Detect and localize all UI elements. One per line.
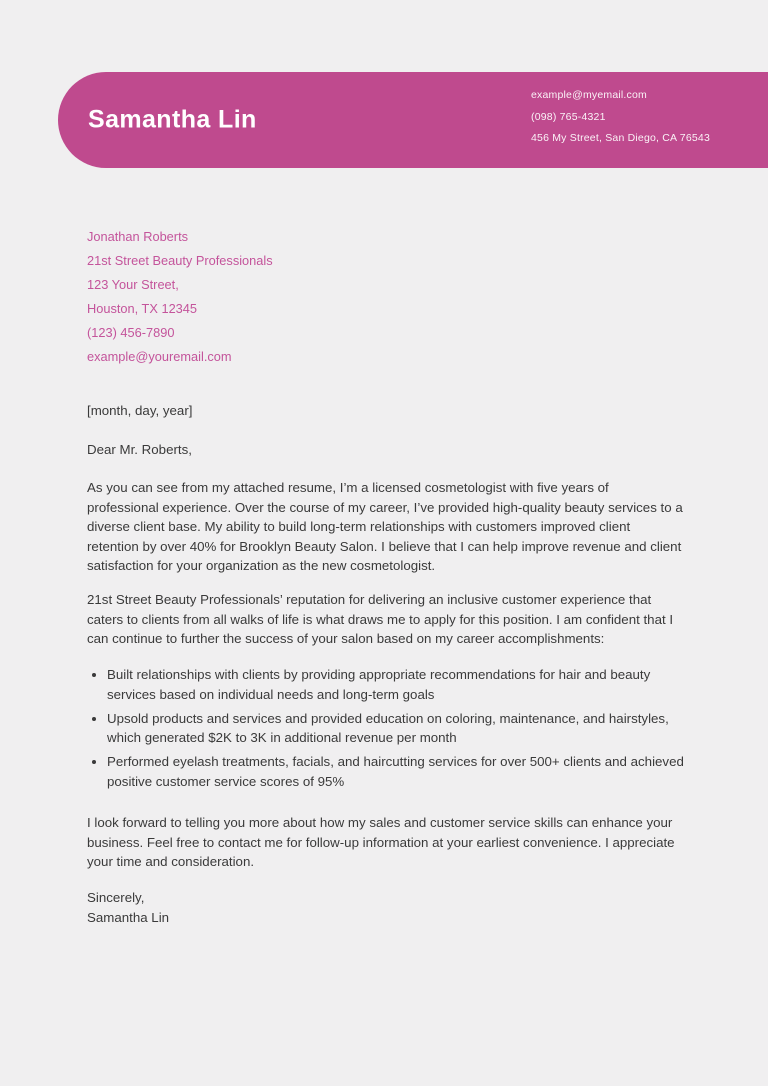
list-item-accomplishment-2: • Upsold products and services and provided education on coloring, maintenance, and hairstyles, which generated $2K to 3K in additional revenue per month xyxy=(107,709,684,748)
accomplishments-list xyxy=(87,665,684,796)
sender-name: Samantha Lin xyxy=(88,105,257,134)
recipient-block xyxy=(87,225,273,369)
recipient-street: 123 Your Street, xyxy=(87,277,179,292)
body-paragraph-2: 21st Street Beauty Professionals’ reputation for delivering an inclusive customer experience that caters to clients from all walks of life is what draws me to apply for this position. I am confident that I can continue to further the success of your salon based on my career accomplishments: xyxy=(87,592,674,646)
sender-address: 456 My Street, San Diego, CA 76543 xyxy=(531,132,710,144)
closing-paragraph: I look forward to telling you more about how my sales and customer service skills can enhance your business. Feel free to contact me for follow-up information at your earliest convenience. I appreciate your time and consideration. xyxy=(87,815,675,869)
header-banner xyxy=(58,72,768,168)
salutation: Dear Mr. Roberts, xyxy=(87,442,192,457)
recipient-city: Houston, TX 12345 xyxy=(87,301,198,316)
signature-name: Samantha Lin xyxy=(87,909,170,925)
body-paragraph-1: As you can see from my attached resume, I’m a licensed cosmetologist with five years of professional experience. Over the course of my career, I’ve provided high-quality beauty services to a diverse client base. My ability to build long-term relationships with customers improved client retention by over 40% for Brooklyn Beauty Salon. I believe that I can help improve revenue and client satisfaction for your organization as the new cosmetologist. xyxy=(87,480,683,573)
list-item-accomplishment-3: • Performed eyelash treatments, facials, and haircutting services for over 500+ clients and achieved positive customer service scores of 95% xyxy=(107,752,684,791)
recipient-email: example@youremail.com xyxy=(87,349,232,364)
recipient-name: Jonathan Roberts xyxy=(87,229,189,244)
list-item-accomplishment-1: • Built relationships with clients by providing appropriate recommendations for hair and beauty services based on individual needs and long-term goals xyxy=(107,665,684,704)
sender-phone: (098) 765-4321 xyxy=(531,110,606,123)
signature-block xyxy=(87,888,169,927)
recipient-company: 21st Street Beauty Professionals xyxy=(87,253,273,268)
valediction: Sincerely, xyxy=(87,890,145,905)
sender-email: example@myemail.com xyxy=(531,89,647,101)
date-placeholder: [month, day, year] xyxy=(87,403,193,418)
sender-contact-block xyxy=(531,85,710,150)
recipient-phone: (123) 456-7890 xyxy=(87,325,175,340)
